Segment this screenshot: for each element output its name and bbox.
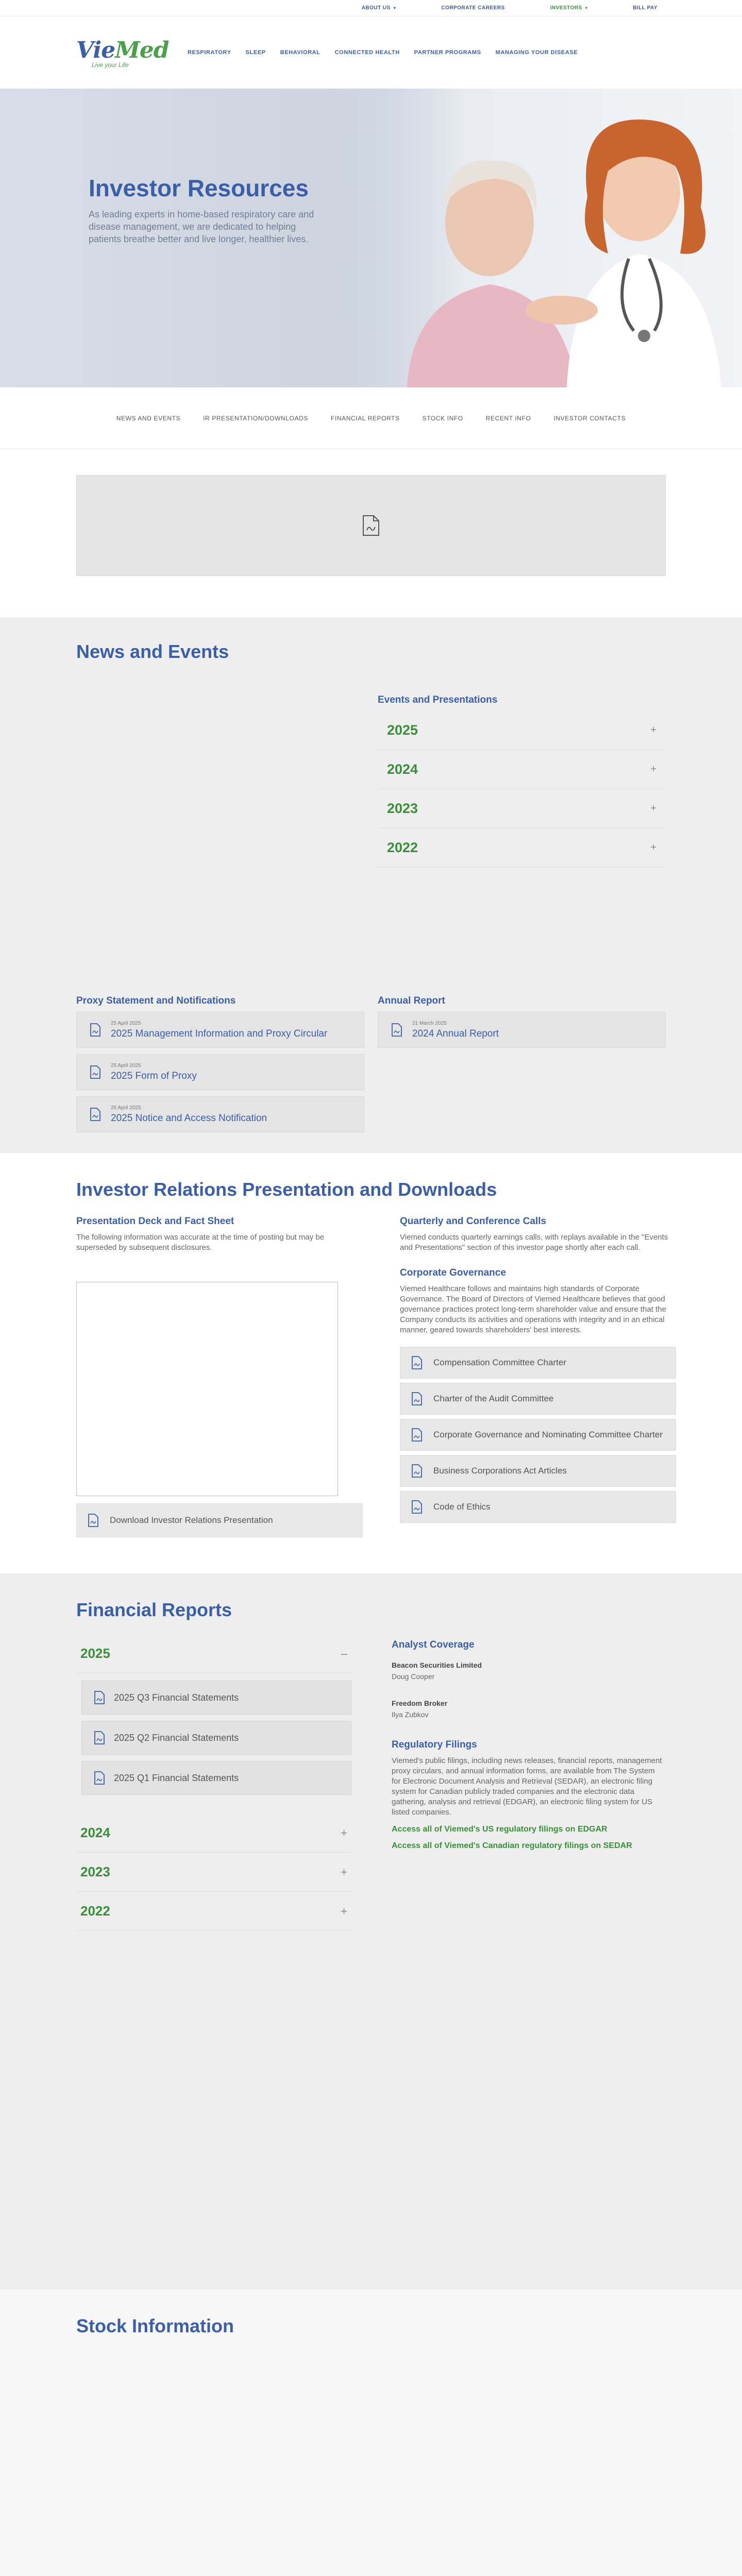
proxy-heading: Proxy Statement and Notifications bbox=[76, 995, 236, 1006]
doc-name: 2025 Form of Proxy bbox=[111, 1070, 197, 1081]
fin-doc-label: 2025 Q2 Financial Statements bbox=[114, 1732, 239, 1743]
topbar-bill-pay[interactable]: BILL PAY bbox=[633, 5, 657, 11]
analyst-firm: Beacon Securities Limited bbox=[392, 1661, 482, 1669]
fin-year-2024[interactable]: 2024 + bbox=[76, 1814, 351, 1853]
page-title: Investor Resources bbox=[89, 175, 309, 201]
proxy-doc-3[interactable] bbox=[76, 1096, 364, 1132]
topbar-about-us[interactable]: ABOUT US ▾ bbox=[361, 5, 396, 11]
analyst-firm: Freedom Broker bbox=[392, 1699, 448, 1707]
plus-icon: + bbox=[650, 764, 656, 775]
events-year-2025[interactable]: 2025 + bbox=[378, 711, 666, 750]
governance-doc-nominating[interactable] bbox=[400, 1419, 676, 1451]
fin-year-2022[interactable]: 2022 + bbox=[76, 1892, 351, 1931]
analyst-name: Doug Cooper bbox=[392, 1672, 435, 1681]
subnav-investor-contacts[interactable]: INVESTOR CONTACTS bbox=[553, 414, 626, 422]
main-navigation bbox=[0, 16, 742, 89]
doc-date: 25 April 2025 bbox=[111, 1062, 141, 1069]
document-embed[interactable] bbox=[76, 475, 666, 576]
news-title: News and Events bbox=[76, 641, 229, 662]
doc-name: 2025 Management Information and Proxy Circular bbox=[111, 1028, 328, 1039]
annual-heading: Annual Report bbox=[378, 995, 445, 1006]
filings-heading: Regulatory Filings bbox=[392, 1739, 477, 1750]
chevron-down-icon: ▾ bbox=[393, 6, 396, 10]
governance-doc-label: Corporate Governance and Nominating Committee Charter bbox=[433, 1430, 663, 1439]
document-icon bbox=[412, 1356, 422, 1369]
subnav-recent-info[interactable]: RECENT INFO bbox=[485, 414, 531, 422]
doc-name: 2025 Notice and Access Notification bbox=[111, 1112, 267, 1124]
plus-icon: + bbox=[341, 1904, 347, 1918]
document-icon bbox=[412, 1500, 422, 1514]
fin-year-2025[interactable]: 2025 – bbox=[76, 1634, 351, 1673]
document-icon bbox=[412, 1392, 422, 1405]
calls-heading: Quarterly and Conference Calls bbox=[400, 1216, 547, 1227]
events-year-2022[interactable]: 2022 + bbox=[378, 828, 666, 868]
document-icon bbox=[90, 1065, 100, 1079]
annual-report-column bbox=[378, 995, 666, 1139]
analyst-name: Ilya Zubkov bbox=[392, 1710, 429, 1719]
proxy-column bbox=[76, 995, 364, 1139]
events-heading: Events and Presentations bbox=[378, 694, 498, 705]
fin-doc-q3[interactable] bbox=[81, 1681, 351, 1715]
stock-title: Stock Information bbox=[76, 2315, 234, 2336]
document-icon bbox=[94, 1771, 105, 1785]
document-embed-section bbox=[0, 449, 742, 617]
subnav-news-and-events[interactable]: NEWS AND EVENTS bbox=[116, 414, 181, 422]
governance-doc-label: Charter of the Audit Committee bbox=[433, 1394, 554, 1403]
download-presentation-button[interactable] bbox=[76, 1503, 363, 1537]
minus-icon: – bbox=[341, 1647, 347, 1660]
events-year-2023[interactable]: 2023 + bbox=[378, 789, 666, 828]
document-icon bbox=[412, 1464, 422, 1478]
proxy-doc-1[interactable] bbox=[76, 1012, 364, 1048]
logo-word-vie: Vie bbox=[76, 37, 115, 63]
plus-icon: + bbox=[650, 724, 656, 736]
governance-heading: Corporate Governance bbox=[400, 1267, 506, 1278]
governance-doc-ethics[interactable] bbox=[400, 1491, 676, 1523]
nav-sleep[interactable]: SLEEP bbox=[245, 49, 266, 56]
document-icon bbox=[362, 515, 380, 536]
plus-icon: + bbox=[650, 842, 656, 853]
analyst-list bbox=[392, 1661, 666, 1719]
plus-icon: + bbox=[341, 1826, 347, 1839]
document-icon bbox=[90, 1023, 100, 1037]
governance-text: Viemed Healthcare follows and maintains high standards of Corporate Governance. The Board of Directors of Viemed Healthcare believes that good governance practices protect long-term shareholder value and ensure that the Company conducts its activities and operations with integrity and in an ethical manner, geared towards shareholders' best interests. bbox=[400, 1284, 666, 1334]
subnav-stock-info[interactable]: STOCK INFO bbox=[422, 414, 463, 422]
fin-doc-label: 2025 Q3 Financial Statements bbox=[114, 1692, 239, 1703]
hero-banner bbox=[0, 89, 742, 387]
doc-date: 25 April 2025 bbox=[111, 1105, 141, 1111]
utility-bar bbox=[0, 0, 742, 16]
governance-doc-label: Business Corporations Act Articles bbox=[433, 1466, 567, 1476]
annual-doc-1[interactable] bbox=[378, 1012, 666, 1048]
subnav-ir-presentation[interactable]: IR PRESENTATION/DOWNLOADS bbox=[203, 414, 309, 422]
ir-presentation-section bbox=[0, 1153, 742, 1573]
sedar-link[interactable]: Access all of Viemed's Canadian regulatory filings on SEDAR bbox=[392, 1841, 632, 1850]
viemed-logo[interactable] bbox=[76, 37, 169, 69]
events-year-2024[interactable]: 2024 + bbox=[378, 750, 666, 789]
edgar-link[interactable]: Access all of Viemed's US regulatory filings on EDGAR bbox=[392, 1825, 608, 1834]
doc-name: 2024 Annual Report bbox=[412, 1028, 499, 1039]
ir-title: Investor Relations Presentation and Downloads bbox=[76, 1179, 497, 1200]
deck-heading: Presentation Deck and Fact Sheet bbox=[76, 1216, 234, 1227]
stock-information-section bbox=[0, 2290, 742, 2576]
governance-doc-articles[interactable] bbox=[400, 1455, 676, 1487]
section-navigation bbox=[0, 387, 742, 449]
fin-doc-label: 2025 Q1 Financial Statements bbox=[114, 1772, 239, 1783]
logo-tagline: Live your Life bbox=[92, 61, 129, 69]
events-column bbox=[378, 694, 666, 868]
fin-doc-q2[interactable] bbox=[81, 1721, 351, 1755]
governance-doc-label: Code of Ethics bbox=[433, 1502, 491, 1512]
fin-doc-q1[interactable] bbox=[81, 1761, 351, 1795]
document-icon bbox=[94, 1691, 105, 1704]
doc-date: 21 March 2025 bbox=[412, 1020, 447, 1026]
nav-managing-your-disease[interactable]: MANAGING YOUR DISEASE bbox=[495, 49, 578, 56]
proxy-doc-2[interactable] bbox=[76, 1054, 364, 1090]
calls-text: Viemed conducts quarterly earnings calls, with replays available in the "Events and Presentations" section of this investor page shortly after each call. bbox=[400, 1233, 668, 1252]
download-label: Download Investor Relations Presentation bbox=[110, 1515, 273, 1525]
document-icon bbox=[94, 1731, 105, 1744]
nav-connected-health[interactable]: CONNECTED HEALTH bbox=[334, 49, 400, 56]
fin-year-2023[interactable]: 2023 + bbox=[76, 1853, 351, 1892]
subnav-financial-reports[interactable]: FINANCIAL REPORTS bbox=[331, 414, 400, 422]
fin-title: Financial Reports bbox=[76, 1599, 232, 1620]
governance-doc-label: Compensation Committee Charter bbox=[433, 1358, 566, 1367]
document-icon bbox=[392, 1023, 402, 1037]
financial-reports-section bbox=[0, 1573, 742, 2290]
news-and-events-section bbox=[0, 617, 742, 1153]
plus-icon: + bbox=[341, 1865, 347, 1878]
governance-doc-audit[interactable] bbox=[400, 1383, 676, 1415]
analyst-heading: Analyst Coverage bbox=[392, 1639, 475, 1650]
logo-word-med: Med bbox=[115, 37, 169, 63]
doc-date: 25 April 2025 bbox=[111, 1020, 141, 1026]
presentation-viewer[interactable] bbox=[76, 1282, 338, 1496]
nav-behavioral[interactable]: BEHAVIORAL bbox=[280, 49, 321, 56]
document-icon bbox=[90, 1108, 100, 1121]
nav-partner-programs[interactable]: PARTNER PROGRAMS bbox=[414, 49, 481, 56]
deck-text: The following information was accurate at the time of posting but may be superseded by subsequent disclosures. bbox=[76, 1233, 325, 1252]
plus-icon: + bbox=[650, 803, 656, 814]
document-icon bbox=[412, 1428, 422, 1442]
filings-text: Viemed's public filings, including news releases, financial reports, management proxy circulars, and annual information forms, are available from The System for Electronic Document Analysis and Retrieval (SEDAR), an electronic filing system for Canadian publicly traded companies and the electronic data gathering, analysis and retrieval (EDGAR), an electronic filing system for US listed companies. bbox=[392, 1756, 662, 1817]
document-icon bbox=[88, 1514, 98, 1527]
hero-subtitle: As leading experts in home-based respiratory care and disease management, we are dedicated to helping patients breathe better and live longer, healthier lives. bbox=[89, 209, 314, 244]
chevron-down-icon: ▾ bbox=[585, 6, 588, 10]
topbar-corporate-careers[interactable]: CORPORATE CAREERS bbox=[441, 5, 505, 11]
hero-photo bbox=[319, 89, 742, 387]
nav-respiratory[interactable]: RESPIRATORY bbox=[188, 49, 231, 56]
topbar-investors[interactable]: INVESTORS ▾ bbox=[550, 5, 588, 11]
governance-doc-compensation[interactable] bbox=[400, 1347, 676, 1379]
